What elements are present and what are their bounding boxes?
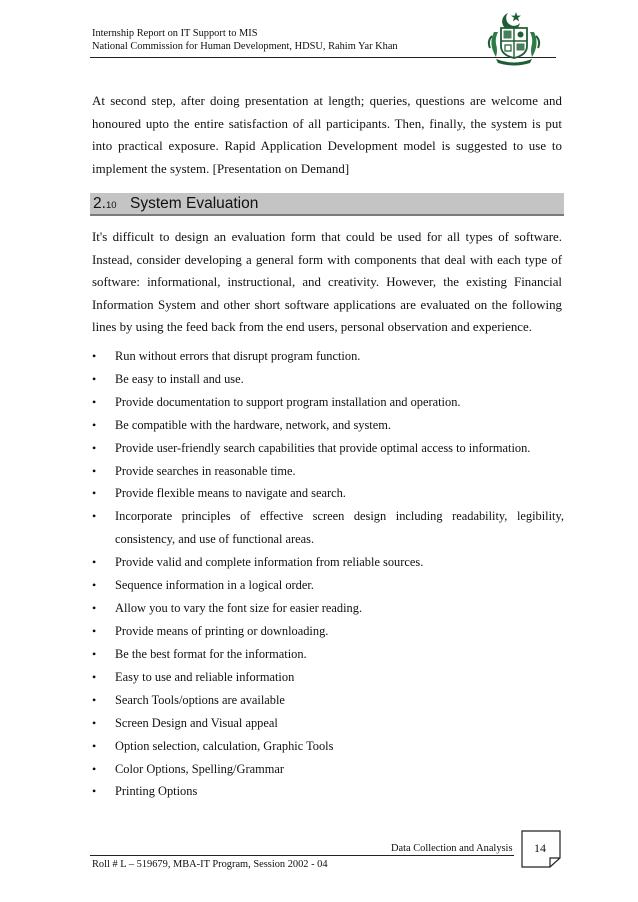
- pakistan-emblem-icon: [484, 10, 544, 66]
- evaluation-criteria-list: [92, 345, 564, 803]
- list-item-text: Option selection, calculation, Graphic Tools: [115, 738, 334, 753]
- list-item: [92, 460, 564, 483]
- intro-section: [92, 90, 562, 180]
- list-item-text: Be the best format for the information.: [115, 646, 307, 661]
- bullet-icon: •: [92, 394, 97, 409]
- page-header: [92, 27, 512, 53]
- footer-chapter-title: Data Collection and Analysis: [391, 843, 513, 854]
- list-item-text: Provide means of printing or downloading.: [115, 624, 329, 639]
- list-item: [92, 482, 564, 505]
- page-number: 14: [534, 841, 546, 855]
- list-item: [92, 666, 564, 689]
- bullet-icon: •: [92, 761, 97, 776]
- bullet-icon: •: [92, 349, 97, 363]
- list-item: [92, 574, 564, 597]
- list-item: [92, 643, 564, 666]
- list-item-text: Screen Design and Visual appeal: [115, 715, 278, 730]
- list-item-text: Be easy to install and use.: [115, 371, 244, 386]
- section-title: System Evaluation: [130, 195, 259, 212]
- list-item-text: Run without errors that disrupt program function.: [115, 349, 361, 363]
- list-item: [92, 735, 564, 758]
- list-item-text: Provide valid and complete information from reliable sources.: [115, 555, 424, 570]
- bullet-icon: •: [92, 440, 97, 455]
- bullet-icon: •: [92, 371, 97, 386]
- section-number-main: 2.: [93, 195, 106, 212]
- list-item: [92, 689, 564, 712]
- header-organization: National Commission for Human Development, HDSU, Rahim Yar Khan: [92, 41, 398, 52]
- list-item-text: Provide documentation to support program installation and operation.: [115, 394, 461, 409]
- list-item-text: Provide flexible means to navigate and search.: [115, 486, 346, 501]
- list-item: [92, 758, 564, 781]
- list-item-text: Easy to use and reliable information: [115, 669, 295, 684]
- list-item-text: Search Tools/options are available: [115, 692, 285, 707]
- list-item: [92, 780, 564, 803]
- list-item-text: Provide searches in reasonable time.: [115, 463, 296, 478]
- bullet-icon: •: [92, 738, 97, 753]
- bullet-icon: •: [92, 669, 97, 684]
- bullet-icon: •: [92, 784, 97, 799]
- list-item: [92, 391, 564, 414]
- list-item: [92, 414, 564, 437]
- bullet-icon: •: [92, 646, 97, 661]
- list-item-text: Sequence information in a logical order.: [115, 578, 314, 593]
- bullet-icon: •: [92, 601, 97, 616]
- footer-divider: [90, 855, 514, 856]
- section-number: [93, 195, 117, 213]
- bullet-icon: •: [92, 463, 97, 478]
- list-item-text: Allow you to vary the font size for easier reading.: [115, 601, 363, 616]
- section-heading-bar: [90, 193, 564, 216]
- bullet-icon: •: [92, 555, 97, 570]
- section-body: [92, 226, 562, 339]
- bullet-icon: •: [92, 486, 97, 501]
- list-item-text: Color Options, Spelling/Grammar: [115, 761, 284, 776]
- list-item: [92, 712, 564, 735]
- section-paragraph: It's difficult to design an evaluation form that could be used for all types of software. Instead, consider developing a general form with components that deal with each type of software: informational, instructional, and creativity. However, the existing Financial Information System and other short software applications are evaluated on the following lines by using the feed back from the end users, personal observation and experience.: [92, 230, 562, 335]
- list-item: [92, 620, 564, 643]
- intro-paragraph: At second step, after doing presentation at length; queries, questions are welcome and honoured upto the entire satisfaction of all participants. Then, finally, the system is put into practical exposure. Rapid Application Development model is suggested to use to implement the system. [Presentation on Demand]: [92, 94, 562, 176]
- section-number-sub: 10: [105, 200, 117, 211]
- list-item-text: Be compatible with the hardware, network, and system.: [115, 417, 391, 432]
- list-item-text: Printing Options: [115, 784, 198, 799]
- list-item: [92, 437, 564, 460]
- header-report-title: Internship Report on IT Support to MIS: [92, 28, 258, 39]
- list-item: [92, 505, 564, 551]
- list-item-text: Incorporate principles of effective screen design including readability, legibility, consistency, and use of functional areas.: [115, 509, 564, 547]
- list-item: [92, 368, 564, 391]
- footer-roll-number: Roll # L – 519679, MBA-IT Program, Session 2002 - 04: [92, 859, 328, 870]
- bullet-icon: •: [92, 509, 97, 524]
- bullet-icon: •: [92, 417, 97, 432]
- bullet-icon: •: [92, 578, 97, 593]
- list-item-text: Provide user-friendly search capabilities that provide optimal access to information.: [115, 440, 531, 455]
- bullet-icon: •: [92, 715, 97, 730]
- list-item: [92, 551, 564, 574]
- bullet-icon: •: [92, 624, 97, 639]
- bullet-icon: •: [92, 692, 97, 707]
- list-item: [92, 345, 564, 368]
- list-item: [92, 597, 564, 620]
